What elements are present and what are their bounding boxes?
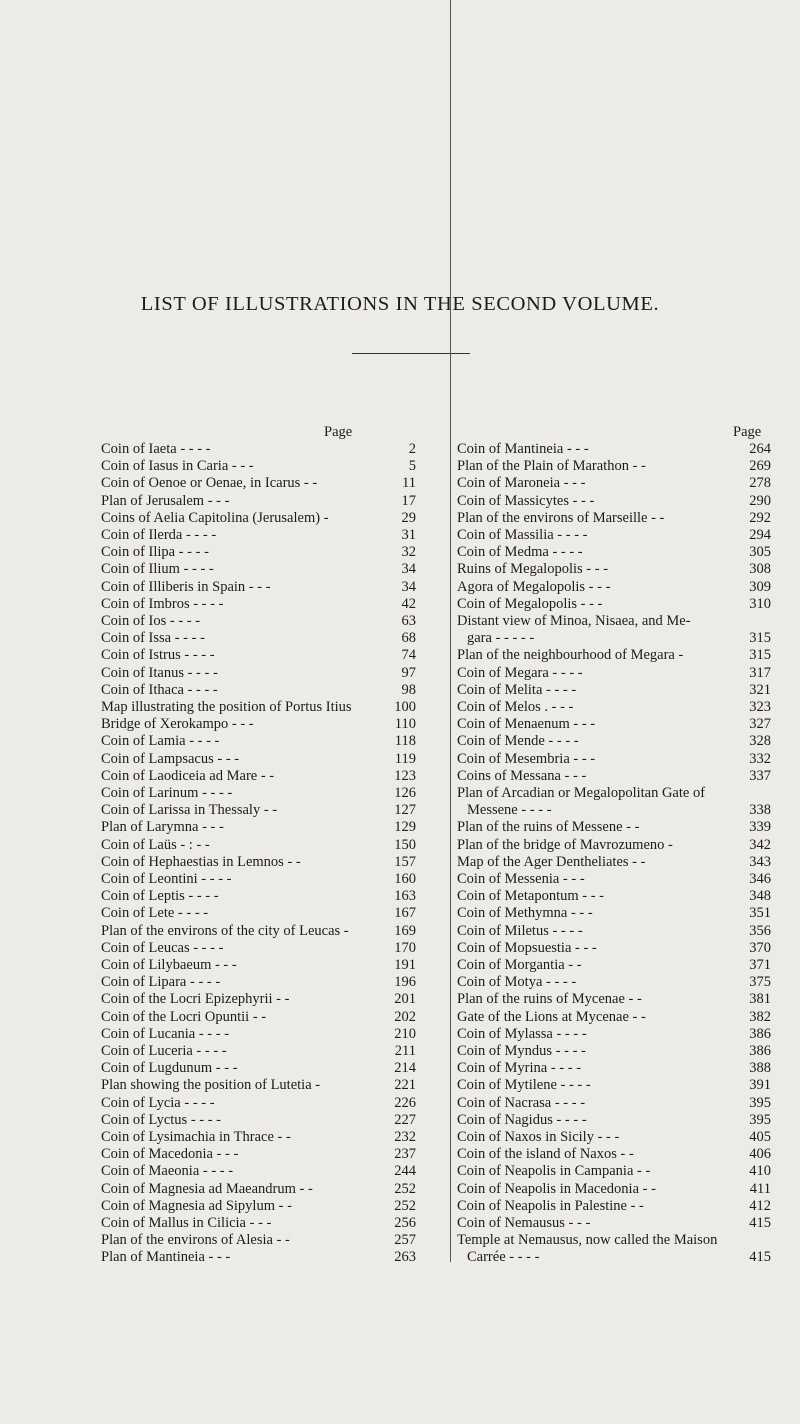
entry-label: Coin of Leontini - - - - [101, 871, 232, 887]
entry-label: Coin of Oenoe or Oenae, in Icarus - - [101, 475, 318, 492]
index-entry [101, 939, 416, 958]
index-entry [101, 1042, 416, 1061]
index-entry [457, 1008, 771, 1027]
entry-page-number: 351 [749, 905, 771, 922]
entry-page-number: 321 [749, 681, 771, 698]
index-entry [457, 1197, 771, 1216]
entry-page-number: 201 [394, 991, 416, 1008]
entry-label: Gate of the Lions at Mycenae - - [457, 1008, 646, 1025]
entry-label: Coin of Leucas - - - - [101, 939, 224, 956]
entry-label: Coin of Nacrasa - - - - [457, 1094, 586, 1111]
index-entry [457, 887, 771, 906]
entry-page-number: 370 [749, 939, 771, 956]
entry-label: Plan of the environs of the city of Leucas - [101, 922, 349, 939]
entry-page-number: 110 [394, 716, 416, 733]
entry-label: Coins of Messana - - - [457, 767, 587, 784]
entry-label: Coin of Macedonia - - - [101, 1146, 239, 1163]
index-entry [101, 543, 416, 562]
entry-label: Coin of Iasus in Caria - - - [101, 458, 254, 475]
entry-page-number: 11 [402, 475, 416, 492]
entry-label: Coin of Neapolis in Campania - - [457, 1163, 651, 1180]
index-entry [457, 1162, 771, 1181]
entry-label: Ruins of Megalopolis - - - [457, 561, 609, 578]
index-entry [457, 1025, 771, 1044]
index-entry [101, 595, 416, 614]
entry-label: Coin of the Locri Epizephyrii - - [101, 991, 290, 1008]
entry-label: Coin of Lucania - - - - [101, 1025, 230, 1042]
entry-label: Coins of Aelia Capitolina (Jerusalem) - [101, 509, 329, 526]
page-title: LIST OF ILLUSTRATIONS IN THE SECOND VOLUME. [140, 293, 660, 315]
index-entry [457, 612, 771, 631]
entry-label: Coin of Hephaestias in Lemnos - - [101, 853, 301, 870]
entry-page-number: 123 [394, 767, 416, 784]
index-entry [457, 560, 771, 579]
entry-label: Coin of Menaenum - - - [457, 716, 596, 733]
index-entry [101, 629, 416, 648]
entry-page-number: 386 [749, 1025, 771, 1042]
entry-label: Coin of Mytilene - - - - [457, 1077, 591, 1094]
index-entry [101, 698, 416, 717]
entry-label: Coin of Leptis - - - - [101, 888, 219, 905]
entry-page-number: 415 [749, 1249, 771, 1266]
entry-label: Coin of Lycia - - - - [101, 1094, 215, 1111]
entry-page-number: 405 [749, 1129, 771, 1145]
entry-page-number: 34 [401, 578, 416, 595]
entry-label: Coin of Luceria - - - - [101, 1043, 227, 1059]
entry-label: Coin of Lamia - - - - [101, 733, 220, 750]
entry-page-number: 388 [749, 1060, 771, 1077]
entry-label: Coin of Ithaca - - - - [101, 681, 218, 698]
index-entry [457, 509, 771, 528]
entry-label: Coin of Larissa in Thessaly - - [101, 802, 278, 819]
entry-label: Coin of Neapolis in Palestine - - [457, 1197, 644, 1214]
entry-page-number: 252 [394, 1197, 416, 1214]
entry-label: Plan of the neighbourhood of Megara - [457, 647, 684, 664]
index-entry [457, 870, 771, 889]
entry-page-number: 315 [749, 630, 771, 647]
entry-page-number: 263 [394, 1249, 416, 1266]
index-entry [457, 973, 771, 992]
entry-label: Coin of Itanus - - - - [101, 664, 218, 681]
entry-page-number: 160 [394, 871, 416, 887]
entry-page-number: 328 [749, 733, 771, 750]
right-page-heading: Page [733, 424, 762, 440]
index-entry [101, 732, 416, 751]
index-entry [101, 1008, 416, 1027]
entry-label: Coin of Motya - - - - [457, 974, 577, 991]
index-entry [101, 457, 416, 476]
entry-label: Coin of Laüs - : - - [101, 836, 210, 853]
entry-page-number: 17 [401, 492, 416, 509]
entry-page-number: 278 [749, 475, 771, 492]
index-entry [457, 526, 771, 545]
index-entry [101, 474, 416, 493]
entry-label: Coin of Mantineia - - - [457, 441, 589, 457]
entry-page-number: 202 [394, 1008, 416, 1025]
index-entry [101, 1059, 416, 1078]
entry-label: Coin of Melita - - - - [457, 681, 577, 698]
entry-page-number: 395 [749, 1111, 771, 1128]
index-entry [457, 698, 771, 717]
index-entry [101, 853, 416, 872]
entry-page-number: 68 [401, 630, 416, 647]
index-entry [101, 1128, 416, 1147]
entry-label: Coin of Miletus - - - - [457, 922, 583, 939]
index-entry [101, 818, 416, 837]
entry-label: Coin of Myrina - - - - [457, 1060, 582, 1077]
index-entry [457, 1076, 771, 1095]
index-entry [101, 767, 416, 786]
entry-page-number: 191 [394, 957, 416, 973]
entry-page-number: 257 [394, 1232, 416, 1249]
entry-page-number: 226 [394, 1094, 416, 1111]
entry-label: Plan showing the position of Lutetia - [101, 1077, 321, 1094]
entry-page-number: 157 [394, 853, 416, 870]
index-entry [101, 784, 416, 803]
entry-label: Coin of Mylassa - - - - [457, 1025, 587, 1042]
index-entry [101, 973, 416, 992]
entry-page-number: 119 [394, 750, 416, 767]
entry-label: Coin of Nagidus - - - - [457, 1111, 587, 1128]
index-entry [457, 715, 771, 734]
index-entry [457, 629, 771, 648]
entry-label: Coin of Massilia - - - - [457, 527, 588, 543]
index-entry [457, 1042, 771, 1061]
index-entry [457, 1111, 771, 1130]
entry-page-number: 269 [749, 458, 771, 475]
entry-label: Temple at Nemausus, now called the Maison [457, 1232, 718, 1249]
entry-page-number: 308 [749, 561, 771, 578]
index-entry [101, 1094, 416, 1113]
entry-label: Coin of Lyctus - - - - [101, 1111, 222, 1128]
entry-label: Coin of Ilipa - - - - [101, 544, 209, 561]
index-entry [101, 990, 416, 1009]
entry-page-number: 210 [394, 1025, 416, 1042]
index-entry [101, 801, 416, 820]
entry-page-number: 244 [394, 1163, 416, 1180]
index-entry [101, 440, 416, 459]
entry-page-number: 127 [394, 802, 416, 819]
entry-page-number: 305 [749, 544, 771, 561]
index-entry [101, 922, 416, 941]
entry-page-number: 221 [394, 1077, 416, 1094]
entry-page-number: 371 [749, 957, 771, 973]
index-entry [101, 1111, 416, 1130]
index-entry [101, 750, 416, 769]
entry-label: Coin of Mallus in Cilicia - - - [101, 1215, 272, 1231]
entry-label: Plan of the Plain of Marathon - - [457, 458, 646, 475]
index-entry [101, 681, 416, 700]
index-entry [101, 836, 416, 855]
index-entry [101, 870, 416, 889]
entry-page-number: 31 [401, 527, 416, 543]
index-entry [101, 1025, 416, 1044]
entry-page-number: 382 [749, 1008, 771, 1025]
entry-label: Agora of Megalopolis - - - [457, 578, 611, 595]
entry-label: Coin of Iaeta - - - - [101, 441, 211, 457]
entry-label: Coin of Massicytes - - - [457, 492, 595, 509]
entry-page-number: 339 [749, 819, 771, 836]
entry-page-number: 309 [749, 578, 771, 595]
entry-page-number: 356 [749, 922, 771, 939]
index-entry [457, 578, 771, 597]
entry-page-number: 129 [394, 819, 416, 836]
entry-page-number: 237 [394, 1146, 416, 1163]
entry-label: Plan of the bridge of Mavrozumeno - [457, 836, 673, 853]
entry-label: Coin of Megalopolis - - - [457, 595, 603, 612]
entry-page-number: 410 [749, 1163, 771, 1180]
entry-label: Plan of the ruins of Messene - - [457, 819, 640, 836]
entry-page-number: 315 [749, 647, 771, 664]
entry-label: Plan of Arcadian or Megalopolitan Gate of [457, 785, 706, 801]
index-entry [457, 939, 771, 958]
index-entry [457, 681, 771, 700]
entry-label: Map illustrating the position of Portus Itius [101, 699, 352, 715]
entry-page-number: 42 [401, 595, 416, 612]
entry-page-number: 98 [401, 681, 416, 698]
entry-label: Coin of Illiberis in Spain - - - [101, 578, 271, 595]
entry-label: Coin of Laodiceia ad Mare - - [101, 767, 275, 784]
index-entry [457, 1145, 771, 1164]
entry-label: Carrée - - - - [467, 1249, 540, 1266]
entry-page-number: 264 [749, 441, 771, 457]
index-entry [457, 595, 771, 614]
entry-page-number: 332 [749, 750, 771, 767]
entry-page-number: 294 [749, 527, 771, 543]
entry-page-number: 97 [401, 664, 416, 681]
entry-label: Coin of Mopsuestia - - - [457, 939, 597, 956]
entry-page-number: 32 [401, 544, 416, 561]
index-entry [457, 818, 771, 837]
entry-label: Coin of the Locri Opuntii - - [101, 1008, 267, 1025]
entry-page-number: 5 [408, 458, 416, 475]
index-entry [101, 664, 416, 683]
entry-label: Plan of the environs of Marseille - - [457, 509, 665, 526]
index-entry [101, 560, 416, 579]
entry-label: Messene - - - - [467, 802, 552, 819]
entry-page-number: 327 [749, 716, 771, 733]
entry-page-number: 163 [394, 888, 416, 905]
entry-page-number: 2 [408, 441, 416, 457]
entry-label: Coin of Magnesia ad Maeandrum - - [101, 1180, 313, 1197]
entry-label: Coin of Methymna - - - [457, 905, 593, 922]
entry-page-number: 415 [749, 1215, 771, 1231]
entry-page-number: 290 [749, 492, 771, 509]
entry-label: Coin of Ilerda - - - - [101, 527, 217, 543]
entry-label: Coin of Neapolis in Macedonia - - [457, 1180, 656, 1197]
entry-page-number: 411 [749, 1180, 771, 1197]
entry-page-number: 170 [394, 939, 416, 956]
index-entry [457, 457, 771, 476]
index-entry [101, 1248, 416, 1267]
index-entry [457, 492, 771, 511]
entry-label: Coin of Larinum - - - - [101, 785, 233, 801]
index-entry [457, 440, 771, 459]
index-entry [457, 646, 771, 665]
entry-page-number: 211 [394, 1043, 416, 1059]
entry-label: Coin of the island of Naxos - - [457, 1146, 634, 1163]
entry-label: Map of the Ager Dentheliates - - [457, 853, 646, 870]
entry-page-number: 391 [749, 1077, 771, 1094]
index-entry [457, 1248, 771, 1267]
entry-page-number: 150 [394, 836, 416, 853]
entry-page-number: 343 [749, 853, 771, 870]
entry-page-number: 292 [749, 509, 771, 526]
entry-page-number: 348 [749, 888, 771, 905]
index-entry [101, 1180, 416, 1199]
entry-page-number: 74 [401, 647, 416, 664]
entry-page-number: 386 [749, 1043, 771, 1059]
entry-page-number: 375 [749, 974, 771, 991]
entry-label: Coin of Lampsacus - - - [101, 750, 240, 767]
entry-page-number: 395 [749, 1094, 771, 1111]
entry-label: Plan of the environs of Alesia - - [101, 1232, 290, 1249]
entry-label: Coin of Lilybaeum - - - [101, 957, 237, 973]
entry-page-number: 338 [749, 802, 771, 819]
left-page-heading: Page [324, 424, 353, 440]
entry-page-number: 381 [749, 991, 771, 1008]
entry-page-number: 256 [394, 1215, 416, 1231]
index-entry [457, 1180, 771, 1199]
index-entry [101, 1231, 416, 1250]
entry-label: Coin of Ios - - - - [101, 613, 201, 629]
index-entry [457, 990, 771, 1009]
entry-label: Coin of Lipara - - - - [101, 974, 221, 991]
entry-label: Coin of Naxos in Sicily - - - [457, 1129, 620, 1145]
index-entry [101, 887, 416, 906]
entry-page-number: 406 [749, 1146, 771, 1163]
entry-label: Coin of Metapontum - - - [457, 888, 604, 905]
entry-page-number: 342 [749, 836, 771, 853]
entry-page-number: 100 [394, 699, 416, 715]
entry-label: Coin of Messenia - - - [457, 871, 585, 887]
index-entry [101, 646, 416, 665]
entry-label: gara - - - - - [467, 630, 535, 647]
index-entry [101, 1162, 416, 1181]
entry-page-number: 317 [749, 664, 771, 681]
index-entry [101, 526, 416, 545]
entry-page-number: 310 [749, 595, 771, 612]
entry-page-number: 167 [394, 905, 416, 922]
index-entry [101, 1076, 416, 1095]
entry-label: Coin of Lysimachia in Thrace - - [101, 1129, 291, 1145]
index-entry [101, 1145, 416, 1164]
index-entry [457, 1128, 771, 1147]
index-entry [101, 612, 416, 631]
entry-page-number: 252 [394, 1180, 416, 1197]
index-entry [101, 1197, 416, 1216]
entry-label: Coin of Lete - - - - [101, 905, 209, 922]
index-entry [457, 836, 771, 855]
entry-page-number: 346 [749, 871, 771, 887]
entry-label: Coin of Magnesia ad Sipylum - - [101, 1197, 292, 1214]
index-entry [457, 767, 771, 786]
entry-label: Bridge of Xerokampo - - - [101, 716, 254, 733]
entry-label: Coin of Megara - - - - [457, 664, 583, 681]
entry-label: Plan of Jerusalem - - - [101, 492, 230, 509]
entry-label: Distant view of Minoa, Nisaea, and Me- [457, 613, 691, 629]
entry-page-number: 227 [394, 1111, 416, 1128]
entry-page-number: 126 [394, 785, 416, 801]
index-entry [457, 543, 771, 562]
entry-label: Coin of Istrus - - - - [101, 647, 215, 664]
index-entry [457, 956, 771, 975]
index-entry [101, 492, 416, 511]
index-entry [457, 784, 771, 803]
index-entry [457, 801, 771, 820]
entry-label: Coin of Mesembria - - - [457, 750, 596, 767]
index-entry [101, 956, 416, 975]
entry-page-number: 232 [394, 1129, 416, 1145]
entry-label: Coin of Ilium - - - - [101, 561, 214, 578]
entry-label: Plan of Mantineia - - - [101, 1249, 231, 1266]
entry-page-number: 196 [394, 974, 416, 991]
entry-page-number: 169 [394, 922, 416, 939]
index-entry [101, 715, 416, 734]
entry-page-number: 118 [394, 733, 416, 750]
entry-label: Coin of Maeonia - - - - [101, 1163, 234, 1180]
index-entry [457, 1231, 771, 1250]
entry-page-number: 323 [749, 699, 771, 715]
index-entry [457, 474, 771, 493]
entry-label: Coin of Morgantia - - [457, 957, 582, 973]
index-entry [101, 509, 416, 528]
entry-label: Coin of Melos . - - - [457, 699, 574, 715]
entry-page-number: 34 [401, 561, 416, 578]
entry-label: Coin of Medma - - - - [457, 544, 583, 561]
index-entry [457, 750, 771, 769]
index-entry [101, 578, 416, 597]
index-entry [101, 1214, 416, 1233]
entry-page-number: 29 [401, 509, 416, 526]
index-entry [457, 1059, 771, 1078]
index-entry [457, 732, 771, 751]
entry-page-number: 337 [749, 767, 771, 784]
entry-label: Coin of Myndus - - - - [457, 1043, 586, 1059]
entry-label: Coin of Imbros - - - - [101, 595, 224, 612]
entry-page-number: 214 [394, 1060, 416, 1077]
index-entry [457, 904, 771, 923]
index-entry [457, 922, 771, 941]
entry-label: Plan of the ruins of Mycenae - - [457, 991, 642, 1008]
index-entry [457, 664, 771, 683]
index-entry [457, 853, 771, 872]
entry-label: Coin of Issa - - - - [101, 630, 205, 647]
entry-label: Coin of Nemausus - - - [457, 1215, 591, 1231]
entry-label: Plan of Larymna - - - [101, 819, 224, 836]
entry-label: Coin of Maroneia - - - [457, 475, 586, 492]
right-column [450, 0, 771, 1266]
index-entry [101, 904, 416, 923]
entry-page-number: 412 [749, 1197, 771, 1214]
entry-label: Coin of Mende - - - - [457, 733, 579, 750]
entry-label: Coin of Lugdunum - - - [101, 1060, 238, 1077]
index-entry [457, 1214, 771, 1233]
index-entry [457, 1094, 771, 1113]
entry-page-number: 63 [401, 613, 416, 629]
